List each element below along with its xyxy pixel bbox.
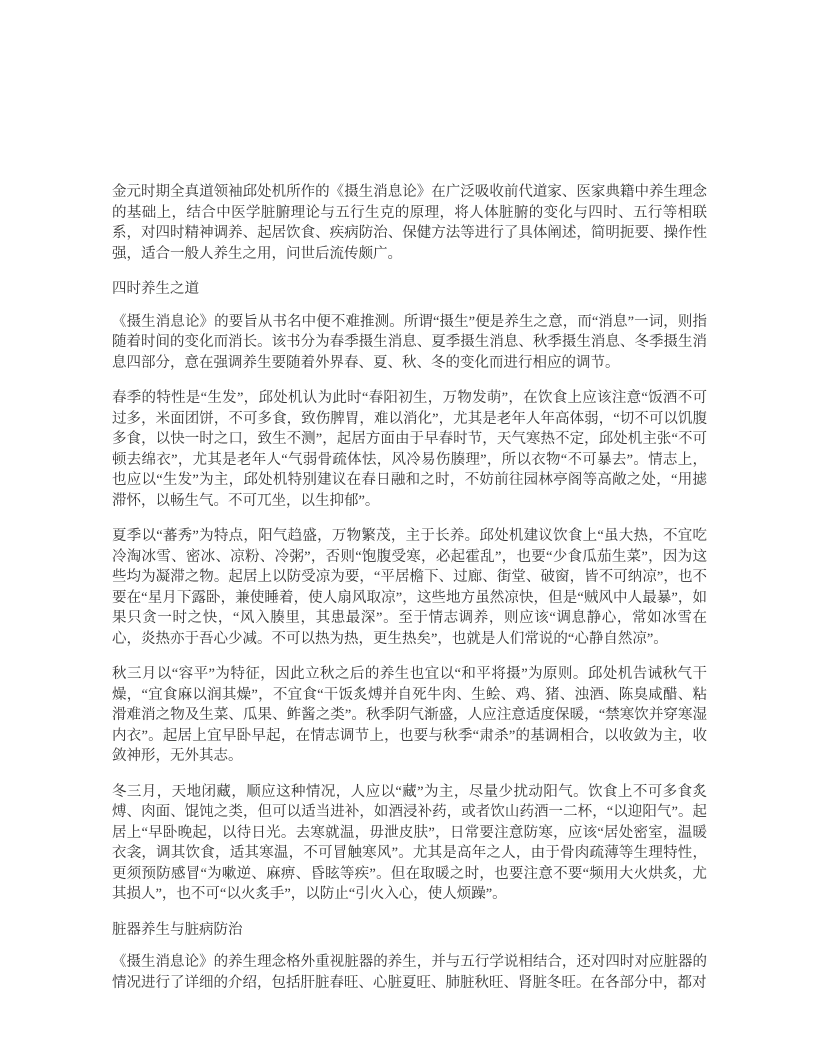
intro-paragraph: 金元时期全真道领袖邱处机所作的《摄生消息论》在广泛吸收前代道家、医家典籍中养生理念的基础上，结合中医学脏腑理论与五行生克的原理，将人体脏腑的变化与四时、五行等相联系，对四时精神调养、起居饮食、疾病防治、保健方法等进行了具体阐述，简明扼要、操作性强，适合一般人养生之用，问世后流传颇广。 (112, 184, 707, 262)
section-heading-organs: 脏器养生与脏病防治 (112, 921, 243, 938)
document-content (112, 182, 707, 1008)
paragraph-spring: 春季的特性是“生发”，邱处机认为此时“春阳初生，万物发萌”，在饮食上应该注意“饭酒不可过多，米面团饼，不可多食，致伤脾胃，难以消化”，尤其是老年人年高体弱，“切不可以饥腹多食，以快一时之口，致生不测”，起居方面由于早春时节，天气寒热不定，邱处机主张“不可顿去绵衣”，尤其是老年人“气弱骨疏体怯，风冷易伤腠理”，所以衣物“不可暴去”。情志上，也应以“生发”为主，邱处机特别建议在春日融和之时，不妨前往园林亭阁等高敞之处，“用摅滞怀，以畅生气。不可兀坐，以生抑郁”。 (112, 390, 707, 509)
paragraph-book-overview: 《摄生消息论》的要旨从书名中便不难推测。所谓“摄生”便是养生之意，而“消息”一词，则指随着时间的变化而消长。该书分为春季摄生消息、夏季摄生消息、秋季摄生消息、冬季摄生消息四部分，意在强调养生要随着外界春、夏、秋、冬的变化而进行相应的调节。 (112, 313, 707, 371)
paragraph-winter: 冬三月，天地闭藏，顺应这种情况，人应以“藏”为主，尽量少扰动阳气。饮食上不可多食炙煿、肉面、馄饨之类，但可以适当进补，如酒浸补药，或者饮山药酒一二杯，“以迎阳气”。起居上“早卧晚起，以待日光。去寒就温，毋泄皮肤”，日常要注意防寒，应该“居处密室，温暖衣衾，调其饮食，适其寒温，不可冒触寒风”。尤其是高年之人，由于骨肉疏薄等生理特性，更须预防感冒“为嗽逆、麻痹、昏眩等疾”。但在取暖之时，也要注意不要“频用大火烘炙，尤其损人”，也不可“以火炙手”，以防止“引火入心，使人烦躁”。 (112, 783, 707, 902)
section-heading-four-seasons: 四时养生之道 (112, 281, 199, 297)
paragraph-organs: 《摄生消息论》的养生理念格外重视脏器的养生，并与五行学说相结合，还对四时对应脏器的情况进行了详细的介绍，包括肝脏春旺、心脏夏旺、肺脏秋旺、肾脏冬旺。在各部分中，都对 (112, 954, 707, 991)
paragraph-autumn: 秋三月以“容平”为特征，因此立秋之后的养生也宜以“和平将摄”为原则。邱处机告诫秋气干燥，“宜食麻以润其燥”，不宜食“干饭炙煿并自死牛肉、生鲙、鸡、猪、浊酒、陈臭咸醋、粘滑难消之物及生菜、瓜果、鲊酱之类”。秋季阴气渐盛，人应注意适度保暖，“禁寒饮并穿寒湿内衣”。起居上宜早卧早起，在情志调节上，也要与秋季“肃杀”的基调相合，以收敛为主，收敛神形，无外其志。 (112, 666, 707, 764)
paragraph-summer: 夏季以“蕃秀”为特点，阳气趋盛，万物繁茂，主于长养。邱处机建议饮食上“虽大热，不宜吃冷淘冰雪、密冰、凉粉、冷粥”，否则“饱腹受寒，必起霍乱”，也要“少食瓜茄生菜”，因为这些均为凝滞之物。起居上以防受凉为要，“平居檐下、过廊、街堂、破窗，皆不可纳凉”，也不要在“星月下露卧，兼使睡着，使人扇风取凉”，这些地方虽然凉快，但是“贼风中人最暴”，如果只贪一时之快，“风入腠里，其患最深”。至于情志调养，则应该“调息静心，常如冰雪在心，炎热亦于吾心少减。不可以热为热，更生热矣”，也就是人们常说的“心静自然凉”。 (112, 528, 707, 647)
